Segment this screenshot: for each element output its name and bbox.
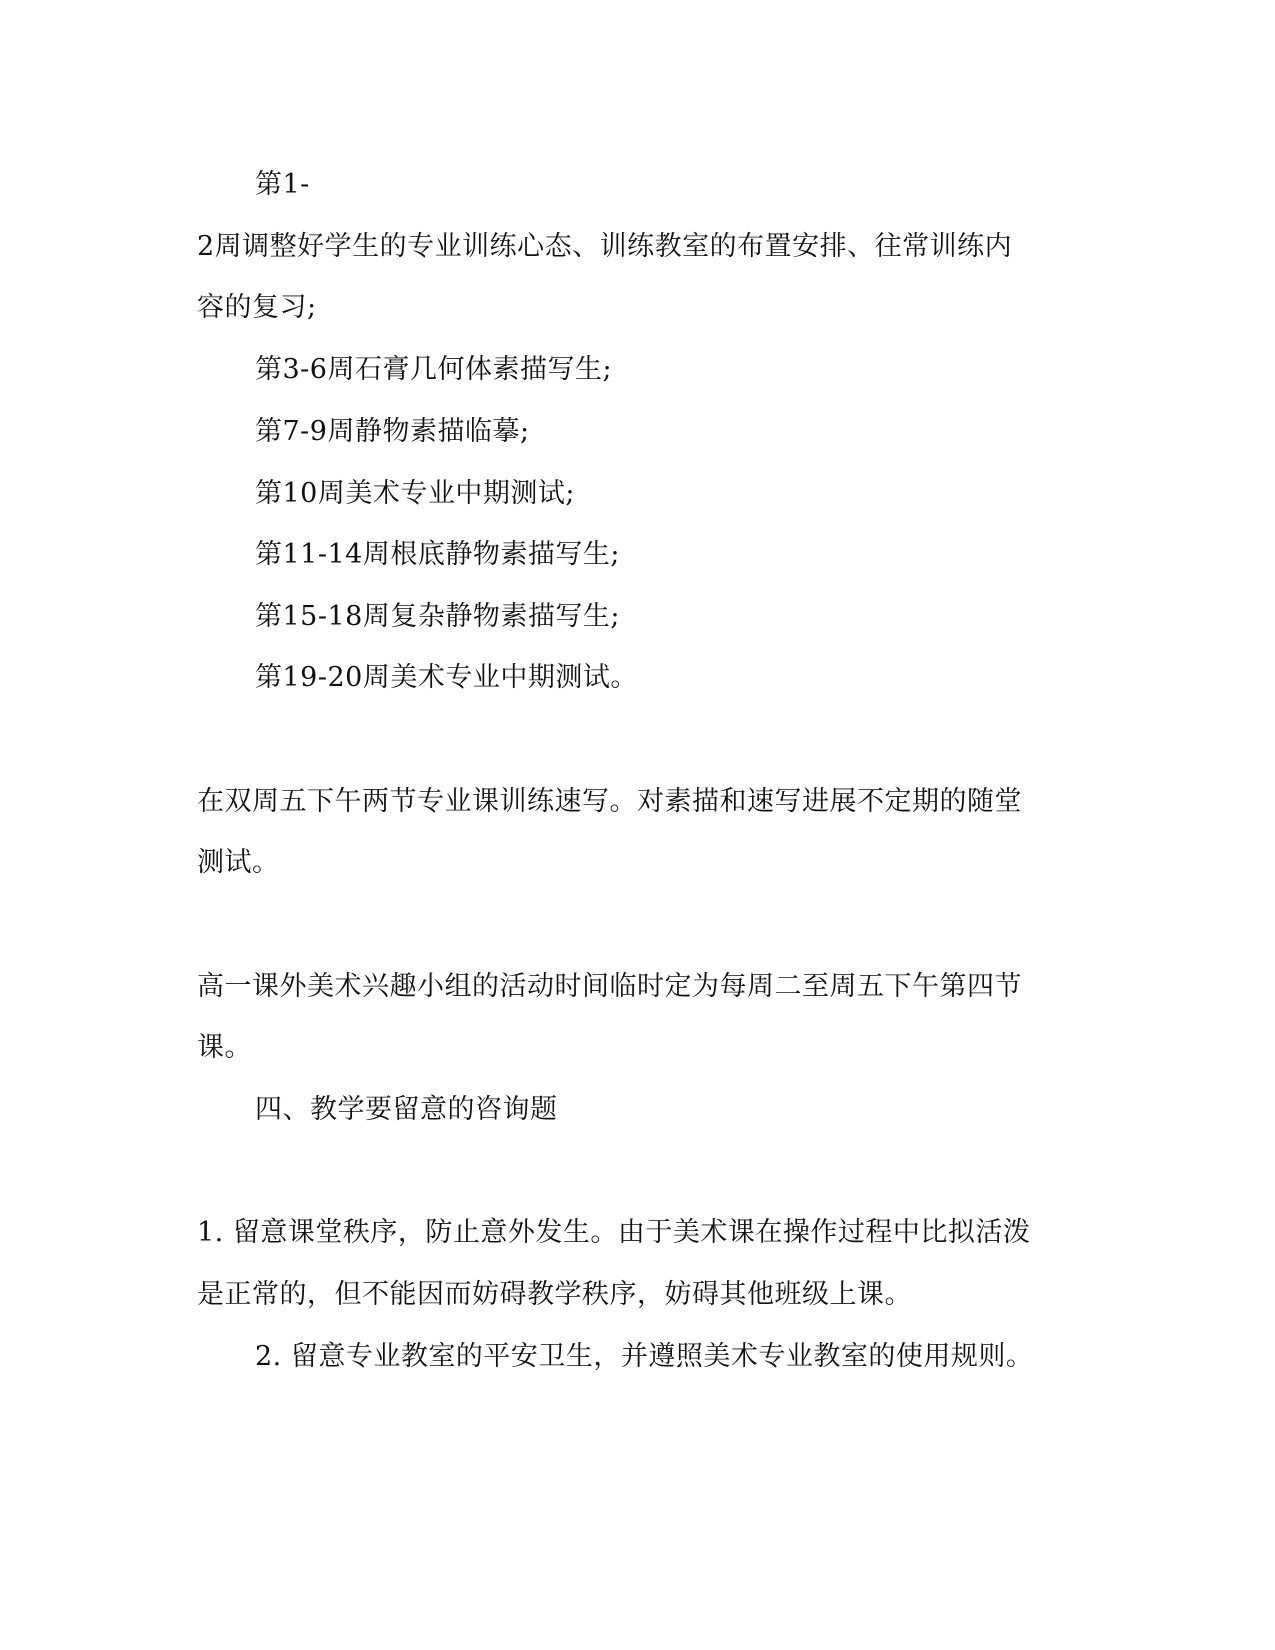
- text-line: 1. 留意课堂秩序，防止意外发生。由于美术课在操作过程中比拟活泼: [197, 1217, 1031, 1248]
- text-line: 容的复习;: [197, 292, 317, 323]
- section-heading: 四、教学要留意的咨询题: [255, 1094, 558, 1125]
- text-line: 是正常的，但不能因而妨碍教学秩序，妨碍其他班级上课。: [197, 1279, 912, 1310]
- text-line: 课。: [197, 1032, 252, 1063]
- text-line: 2. 留意专业教室的平安卫生，并遵照美术专业教室的使用规则。: [255, 1341, 1034, 1372]
- schedule-item: 第11-14周根底静物素描写生;: [255, 539, 620, 570]
- schedule-item: 第3-6周石膏几何体素描写生;: [255, 354, 613, 385]
- text-line: 2周调整好学生的专业训练心态、训练教室的布置安排、往常训练内: [197, 231, 1013, 262]
- text-line: 在双周五下午两节专业课训练速写。对素描和速写进展不定期的随堂: [197, 786, 1022, 817]
- text-line: 测试。: [197, 847, 280, 878]
- schedule-item: 第7-9周静物素描临摹;: [255, 416, 530, 447]
- schedule-item: 第15-18周复杂静物素描写生;: [255, 601, 620, 632]
- schedule-item: 第19-20周美术专业中期测试。: [255, 662, 638, 693]
- text-line: 高一课外美术兴趣小组的活动时间临时定为每周二至周五下午第四节: [197, 971, 1022, 1002]
- schedule-item: 第10周美术专业中期测试;: [255, 478, 575, 509]
- text-line: 第1-: [255, 169, 310, 200]
